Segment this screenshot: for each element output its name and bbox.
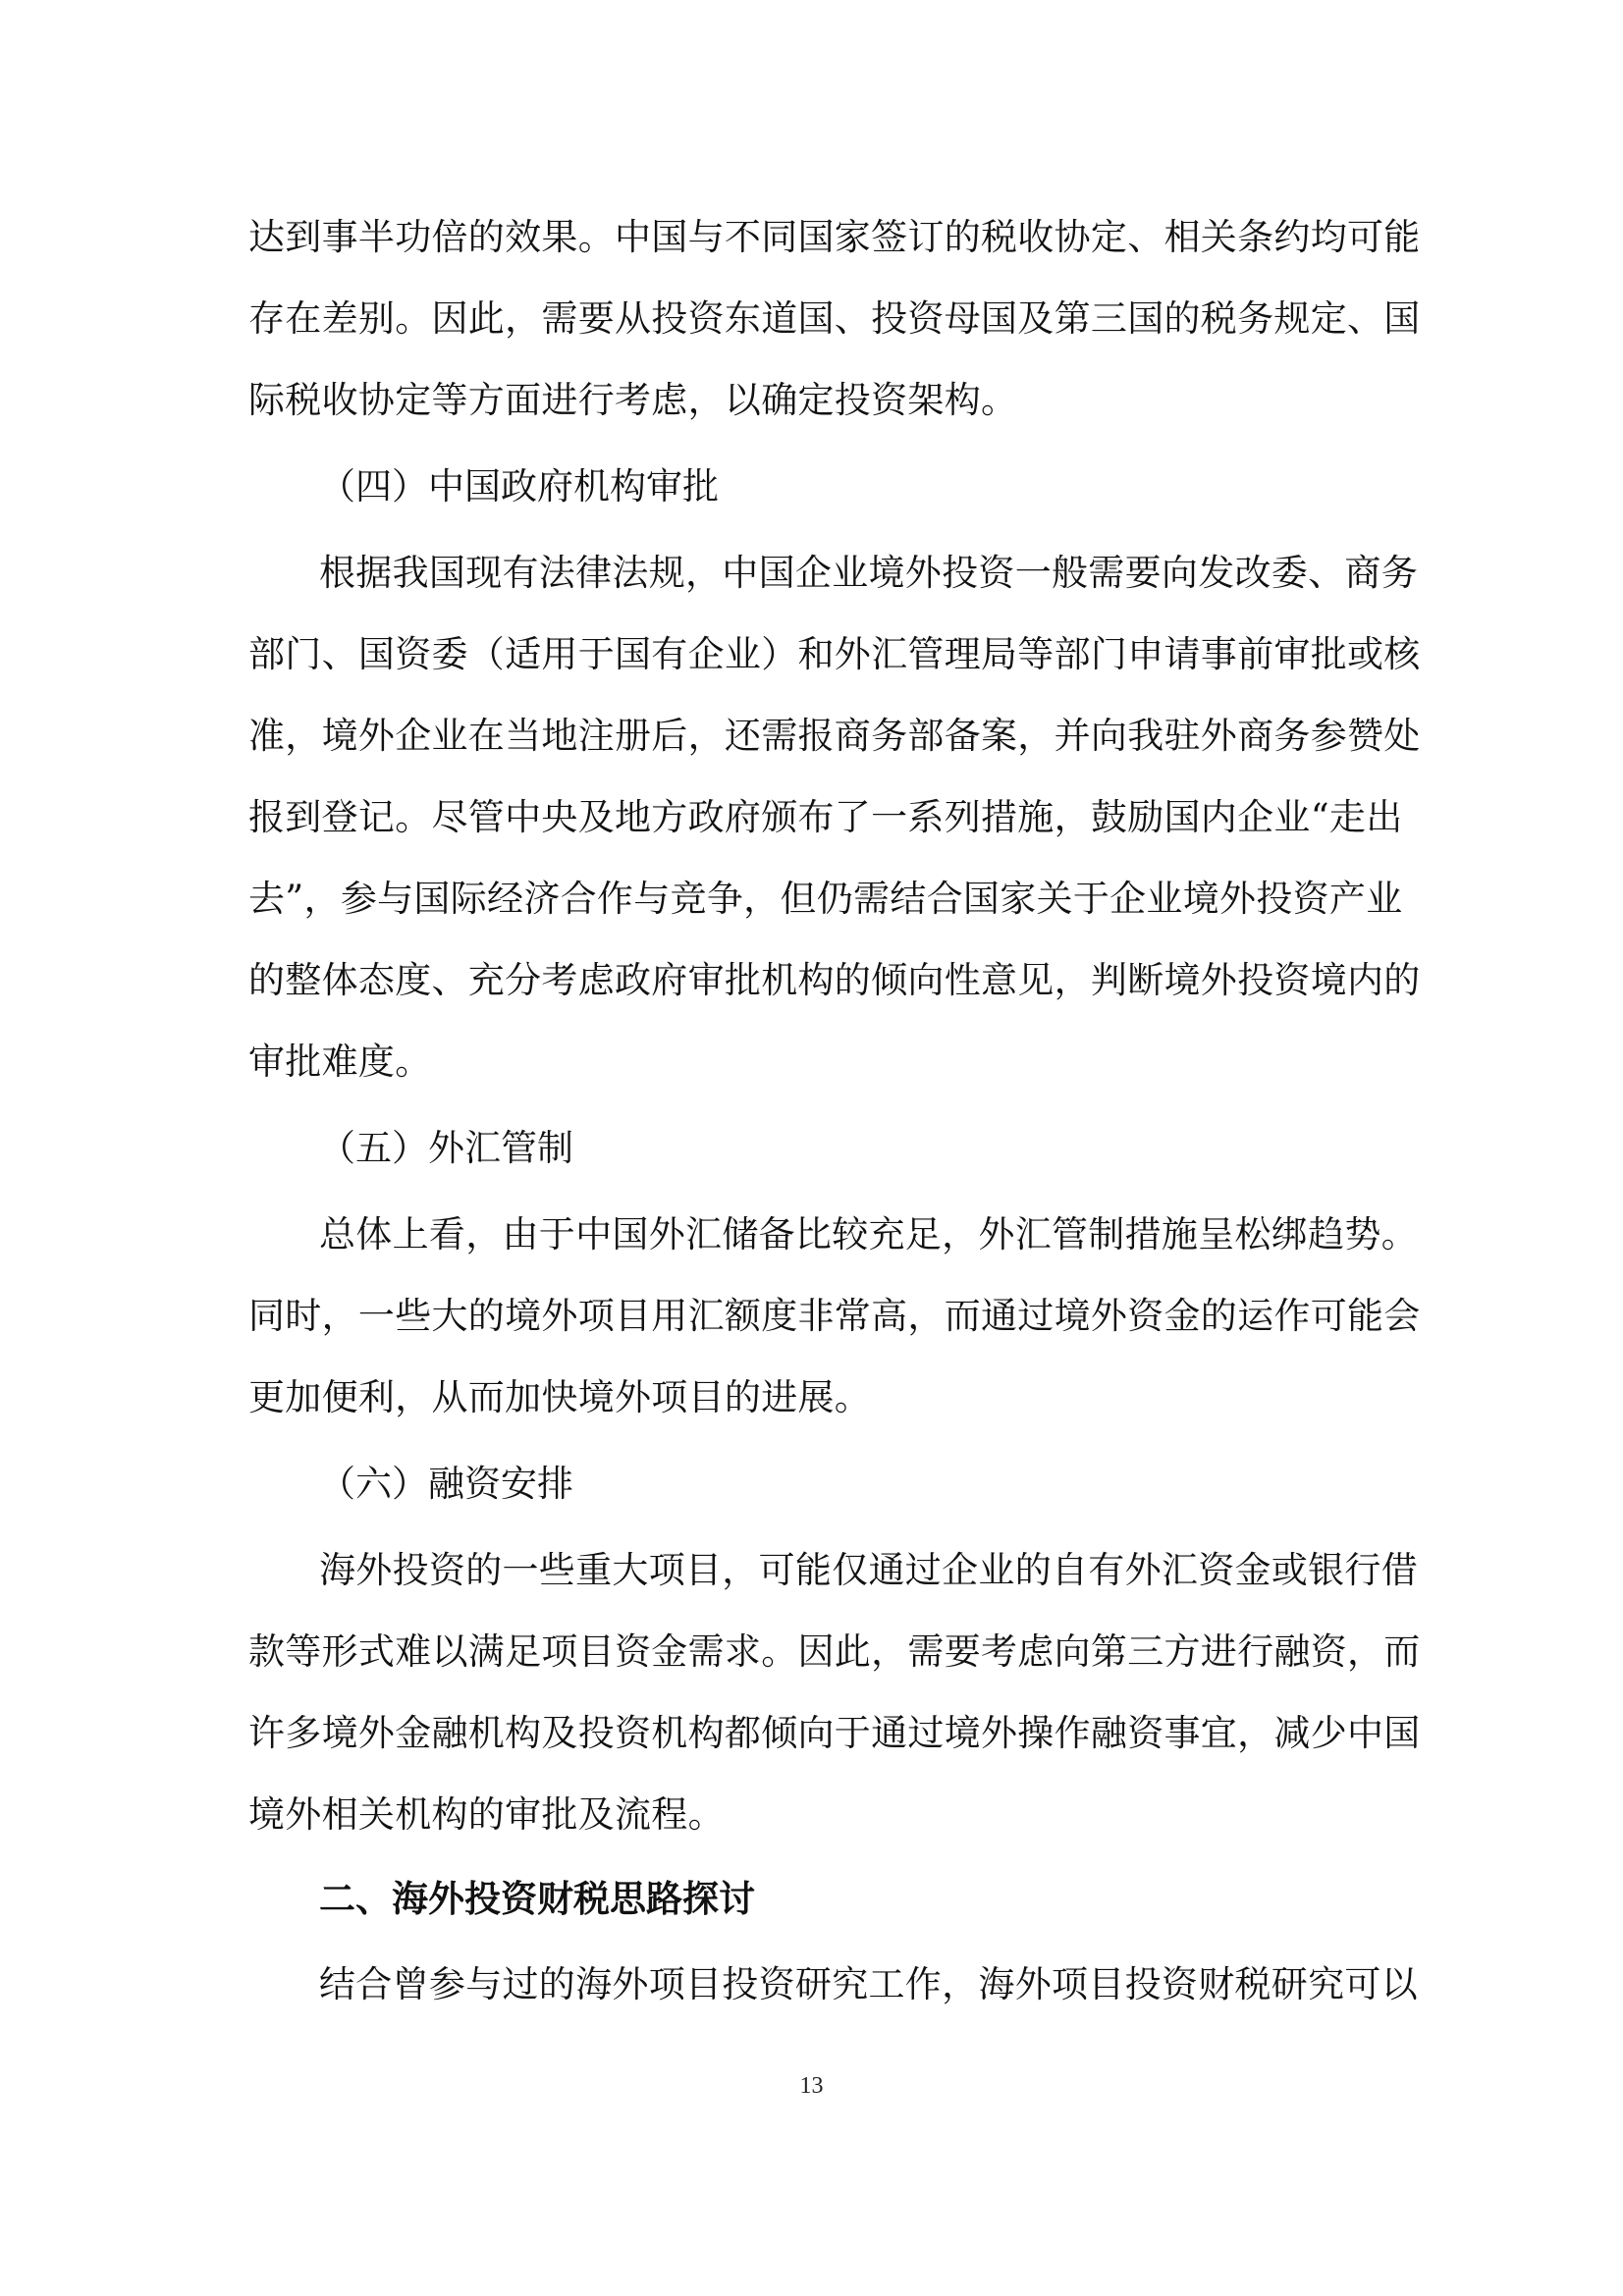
paragraph-4-line-1: 海外投资的一些重大项目，可能仅通过企业的自有外汇资金或银行借 xyxy=(319,1549,1418,1591)
section-heading-2: 二、海外投资财税思路探讨 xyxy=(319,1877,755,1920)
paragraph-4-line-4: 境外相关机构的审批及流程。 xyxy=(248,1793,725,1836)
paragraph-2-line-3: 准，境外企业在当地注册后，还需报商务部备案，并向我驻外商务参赞处 xyxy=(248,715,1421,757)
paragraph-2-line-4: 报到登记。尽管中央及地方政府颁布了一系列措施，鼓励国内企业“走出 xyxy=(248,796,1403,838)
subsection-heading-4: （四）中国政府机构审批 xyxy=(319,465,719,507)
paragraph-1-line-1: 达到事半功倍的效果。中国与不同国家签订的税收协定、相关条约均可能 xyxy=(248,216,1421,258)
paragraph-2-line-1: 根据我国现有法律法规，中国企业境外投资一般需要向发改委、商务 xyxy=(319,552,1418,594)
page-number: 13 xyxy=(799,2073,824,2099)
paragraph-3-line-3: 更加便利，从而加快境外项目的进展。 xyxy=(248,1376,872,1418)
paragraph-2-line-2: 部门、国资委（适用于国有企业）和外汇管理局等部门申请事前审批或核 xyxy=(248,633,1421,675)
paragraph-5-line-1: 结合曾参与过的海外项目投资研究工作，海外项目投资财税研究可以 xyxy=(319,1963,1418,2005)
paragraph-4-line-3: 许多境外金融机构及投资机构都倾向于通过境外操作融资事宜，减少中国 xyxy=(248,1712,1421,1754)
paragraph-3-line-1: 总体上看，由于中国外汇储备比较充足，外汇管制措施呈松绑趋势。 xyxy=(319,1213,1418,1255)
subsection-heading-5: （五）外汇管制 xyxy=(319,1127,573,1169)
paragraph-3-line-2: 同时，一些大的境外项目用汇额度非常高，而通过境外资金的运作可能会 xyxy=(248,1295,1421,1337)
paragraph-2-line-5: 去”，参与国际经济合作与竞争，但仍需结合国家关于企业境外投资产业 xyxy=(248,878,1403,920)
subsection-heading-6: （六）融资安排 xyxy=(319,1463,573,1505)
paragraph-4-line-2: 款等形式难以满足项目资金需求。因此，需要考虑向第三方进行融资，而 xyxy=(248,1630,1421,1673)
paragraph-1-line-3: 际税收协定等方面进行考虑，以确定投资架构。 xyxy=(248,379,1018,421)
paragraph-2-line-6: 的整体态度、充分考虑政府审批机构的倾向性意见，判断境外投资境内的 xyxy=(248,959,1421,1001)
paragraph-1-line-2: 存在差别。因此，需要从投资东道国、投资母国及第三国的税务规定、国 xyxy=(248,297,1421,340)
paragraph-2-line-7: 审批难度。 xyxy=(248,1041,432,1083)
